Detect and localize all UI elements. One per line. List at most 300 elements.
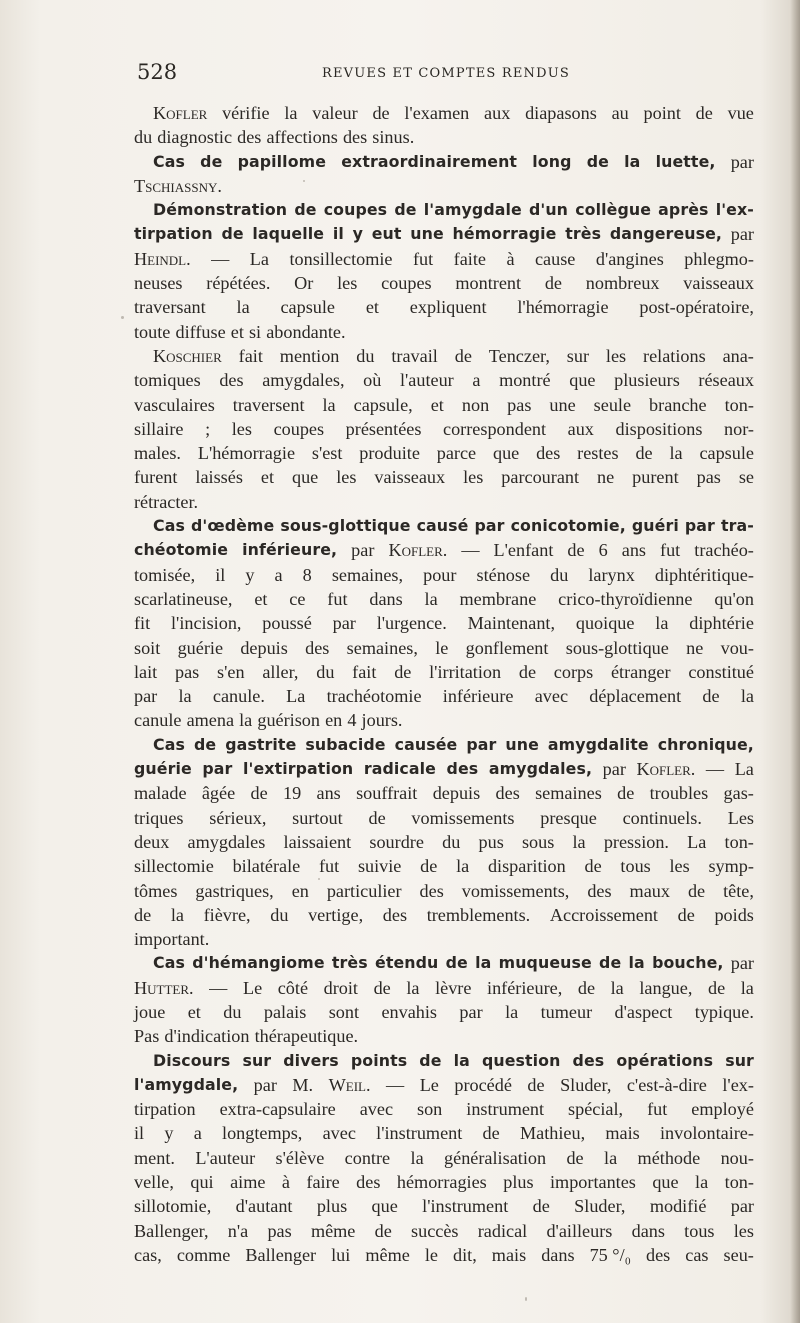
author-name-word: Tschiassny. — [134, 175, 222, 196]
word: de — [482, 1123, 500, 1144]
word: cause — [534, 248, 576, 269]
word: Or — [294, 273, 314, 294]
bold-heading-word: Cas — [153, 734, 185, 754]
bold-heading-word: tra- — [720, 516, 754, 536]
word: ton- — [724, 831, 754, 852]
word: Le — [242, 977, 263, 998]
word: nor- — [724, 418, 754, 439]
bold-heading-word: de — [599, 953, 622, 973]
word: joue — [134, 1001, 166, 1022]
word: de — [134, 904, 152, 925]
word: que — [652, 1172, 679, 1193]
word: la — [410, 1147, 424, 1168]
word: langue, — [639, 977, 693, 998]
text-line — [134, 344, 754, 368]
word: seule — [593, 394, 632, 415]
word: — — [211, 248, 230, 269]
word: ce — [289, 588, 306, 609]
word: depuis — [240, 637, 288, 658]
word: aux — [567, 418, 594, 439]
text-line — [134, 976, 754, 1000]
bold-heading-word: de — [394, 200, 417, 220]
word: fut — [660, 540, 681, 561]
word: d'autant — [235, 1196, 293, 1217]
word: sinus. — [372, 127, 415, 148]
word: des — [587, 880, 612, 901]
bold-heading-word: causé — [416, 516, 469, 536]
bold-heading-word: par — [684, 516, 715, 536]
word: pression. — [603, 831, 669, 852]
word: même — [310, 1220, 356, 1241]
bold-heading-word: une — [505, 734, 539, 754]
word: La — [734, 759, 754, 780]
bold-heading-word: gastrite — [225, 734, 297, 754]
word: vomissements, — [461, 880, 570, 901]
word: de — [577, 977, 596, 998]
word: phlegmo- — [684, 248, 754, 269]
text-line — [134, 295, 754, 319]
bold-heading-word: de — [419, 1050, 442, 1070]
word: membrane — [459, 588, 537, 609]
word: du — [442, 831, 461, 852]
text-line — [134, 465, 754, 489]
word: souffrait — [356, 783, 418, 804]
word: d'indication — [164, 1026, 250, 1047]
word: des — [219, 370, 244, 391]
word: de — [677, 904, 695, 925]
word: sont — [328, 1001, 360, 1022]
word: relations — [643, 345, 706, 366]
word: la — [695, 1172, 709, 1193]
word: pas — [507, 394, 532, 415]
text-line — [134, 222, 754, 246]
bold-heading-word: sur — [242, 1050, 272, 1070]
word: fut — [318, 856, 340, 877]
word: jours. — [361, 710, 403, 731]
bold-heading-word: points — [350, 1050, 408, 1070]
text-line — [134, 417, 754, 441]
word: par — [730, 953, 754, 974]
word: des — [646, 1244, 671, 1265]
word: la — [322, 394, 336, 415]
word: s'élève — [275, 1147, 325, 1168]
bold-heading-word: l'ex- — [715, 200, 754, 220]
word: avec — [534, 686, 569, 707]
word: droit — [323, 977, 358, 998]
text-line — [134, 198, 754, 222]
bold-heading-word: radicale — [363, 759, 436, 779]
word: ans — [621, 540, 646, 561]
word: de — [420, 856, 438, 877]
word: de — [454, 345, 472, 366]
word: rétracter. — [134, 491, 199, 512]
word: par — [730, 151, 754, 172]
word: toute — [134, 321, 171, 342]
bold-heading-word: long — [532, 151, 572, 171]
word: avec — [322, 1123, 356, 1144]
word: aller, — [262, 661, 299, 682]
bold-heading-word: de — [221, 224, 244, 244]
word: tonsillectomie — [289, 248, 393, 269]
word: fait — [238, 345, 263, 366]
word: fut — [327, 588, 348, 609]
word: des — [305, 637, 330, 658]
word: du — [270, 904, 289, 925]
word: nou- — [720, 1147, 754, 1168]
bold-heading-word: y — [352, 224, 363, 244]
word: soit — [134, 637, 161, 658]
word: et — [187, 1001, 201, 1022]
word: vaisseaux — [683, 273, 754, 294]
bold-heading-word: guéri — [631, 516, 679, 536]
word: les — [231, 418, 252, 439]
word: capsule — [280, 297, 336, 318]
word: sourdre — [369, 831, 424, 852]
word: tremblements. — [426, 904, 531, 925]
word: extra-capsulaire — [219, 1099, 336, 1120]
word: de — [250, 783, 268, 804]
bold-heading-word: bouche, — [652, 953, 724, 973]
word: modifié — [649, 1196, 707, 1217]
text-line — [134, 927, 754, 951]
word: par — [351, 540, 375, 561]
author-name-word: Heindl. — [134, 248, 191, 269]
word: parce — [436, 443, 477, 464]
bold-heading-word: sur — [725, 1050, 754, 1070]
bold-heading-word: amygdales, — [488, 759, 593, 779]
text-line — [134, 1024, 754, 1048]
word: diphtéritique- — [654, 564, 754, 585]
text-line — [134, 125, 754, 149]
word: depuis — [432, 783, 481, 804]
word: L'hémorragie — [197, 443, 296, 464]
word: fait — [352, 661, 377, 682]
word: de — [373, 977, 391, 998]
word: âgée — [201, 783, 236, 804]
bold-heading-word: la — [453, 1050, 470, 1070]
word: la — [239, 710, 253, 731]
word: trachéotomie — [326, 686, 422, 707]
word: abondante. — [266, 321, 346, 342]
word: même — [365, 1244, 410, 1265]
word: ton- — [724, 1172, 754, 1193]
word: a — [274, 564, 283, 585]
word: sillectomie — [134, 856, 214, 877]
word: par — [730, 224, 754, 245]
word: fut — [647, 1099, 668, 1120]
word: — — [461, 540, 480, 561]
word: que — [371, 1196, 398, 1217]
word: amygdales — [187, 831, 266, 852]
word: semaines — [535, 783, 602, 804]
bold-heading-word: il — [332, 224, 344, 244]
word: de — [617, 783, 635, 804]
word: correspondent — [443, 418, 547, 439]
bold-heading-word: de — [193, 734, 217, 754]
author-name-word: Weil. — [328, 1074, 371, 1095]
word: du — [316, 661, 335, 682]
word: contre — [344, 1147, 391, 1168]
word: sous-glottique — [565, 637, 669, 658]
bold-heading-word: la — [624, 151, 641, 171]
word: cas — [685, 1244, 709, 1265]
word: fièvre, — [203, 904, 251, 925]
word: presque — [540, 807, 597, 828]
word: traversant — [134, 297, 206, 318]
word: Le — [419, 1074, 439, 1095]
word: 19 — [282, 783, 302, 804]
word: ton- — [724, 394, 754, 415]
bold-heading-word: opérations — [616, 1050, 714, 1070]
text-line — [134, 1170, 754, 1194]
text-line — [134, 320, 754, 344]
word: aime — [230, 1172, 266, 1193]
word: de — [527, 1074, 545, 1095]
word: fut — [412, 248, 434, 269]
bold-heading-word: d'œdème — [190, 516, 275, 536]
word: post-opératoire, — [639, 297, 754, 318]
word: cas, — [134, 1244, 162, 1265]
text-line — [134, 101, 754, 125]
bold-heading-word: Cas — [153, 151, 185, 171]
bold-heading-word: par — [202, 759, 233, 779]
bold-heading-word: étendu — [375, 953, 439, 973]
word: des — [536, 443, 561, 464]
word: par — [730, 1196, 754, 1217]
word: l'urgence. — [376, 613, 447, 634]
word: de — [687, 880, 706, 901]
word: des — [495, 783, 520, 804]
word: la — [284, 103, 298, 123]
word: des — [356, 1172, 381, 1193]
word: gas- — [723, 783, 754, 804]
word: que — [569, 370, 596, 391]
word: dit, — [453, 1244, 477, 1265]
word: continuels. — [622, 807, 702, 828]
word: montré — [499, 370, 551, 391]
word: de — [695, 103, 713, 123]
word: le — [435, 637, 449, 658]
word: lait — [134, 661, 158, 682]
word: 6 — [598, 540, 608, 561]
word: présentées — [345, 418, 422, 439]
word: typique. — [694, 1001, 754, 1022]
word: valeur — [312, 103, 358, 123]
text-line — [134, 1121, 754, 1145]
word: déplacement — [589, 686, 682, 707]
word: trachéo- — [694, 540, 754, 561]
word: du — [134, 127, 153, 148]
word: plusieurs — [614, 370, 680, 391]
bold-heading-word: très — [565, 224, 602, 244]
paper-speck — [525, 1297, 527, 1301]
bold-heading-word: divers — [283, 1050, 339, 1070]
bold-heading-word: très — [331, 953, 368, 973]
word: 75 °/₀ — [589, 1244, 631, 1265]
word: vomissements — [411, 807, 515, 828]
text-line — [134, 1146, 754, 1170]
bold-heading-word: de — [445, 953, 468, 973]
word: des — [382, 904, 408, 925]
word: constitué — [688, 661, 754, 682]
bold-heading-word: l'amygdale — [423, 200, 522, 220]
word: à — [281, 1172, 290, 1193]
bold-heading-word: papillome — [237, 151, 327, 171]
bold-heading-word: tirpation — [134, 224, 213, 244]
word: et — [260, 467, 275, 488]
text-line — [134, 636, 754, 660]
word: d'aspect — [614, 1001, 673, 1022]
word: males. — [134, 443, 181, 464]
word: les — [669, 856, 690, 877]
bold-heading-word: eut — [371, 224, 402, 244]
word: L'enfant — [493, 540, 554, 561]
text-line — [134, 611, 754, 635]
text-line — [134, 1243, 754, 1267]
word: la — [178, 686, 192, 707]
text-line — [134, 684, 754, 708]
word: vaisseaux — [374, 467, 446, 488]
text-line — [134, 1219, 754, 1243]
bold-heading-word: hémorragie — [452, 224, 557, 244]
page-header — [137, 60, 755, 88]
word: sur — [566, 345, 590, 366]
word: c'est-à-dire — [626, 1074, 707, 1095]
word: tête, — [723, 880, 754, 901]
word: — — [705, 759, 725, 780]
word: vou- — [720, 637, 754, 658]
word: comme — [176, 1244, 231, 1265]
word: symp- — [708, 856, 754, 877]
word: sténose — [476, 564, 531, 585]
word: important. — [134, 929, 210, 950]
word: coupes — [273, 418, 325, 439]
word: neuses — [134, 273, 183, 294]
word: du — [223, 1001, 242, 1022]
word: velle, — [134, 1172, 174, 1193]
bold-heading-word: Discours — [153, 1050, 231, 1070]
text-line — [134, 903, 754, 927]
word: y — [245, 564, 255, 585]
text-line — [134, 441, 754, 465]
bold-heading-word: par — [474, 516, 505, 536]
author-name-word: Koschier — [153, 345, 222, 366]
word: du — [356, 345, 375, 366]
word: inférieure — [442, 686, 514, 707]
word: la — [655, 613, 669, 634]
word: La — [249, 248, 269, 269]
word: en — [291, 880, 309, 901]
word: tous — [620, 856, 651, 877]
word: la — [456, 856, 470, 877]
word: Maintenant, — [467, 613, 556, 634]
word: ment. — [134, 1147, 175, 1168]
text-line — [134, 368, 754, 392]
word: longtemps, — [222, 1123, 303, 1144]
bold-heading-word: de — [586, 151, 609, 171]
word: La — [286, 686, 306, 707]
word: les — [336, 467, 357, 488]
word: inférieure, — [487, 977, 563, 998]
word: procédé — [454, 1074, 512, 1095]
word: la — [505, 1001, 519, 1022]
word: sous — [521, 831, 555, 852]
word: plus — [503, 1172, 534, 1193]
word: malade — [134, 783, 187, 804]
word: de — [635, 443, 653, 464]
bold-heading-word: la — [475, 953, 492, 973]
word: dans — [541, 1244, 575, 1265]
bold-heading-word: muqueuse — [498, 953, 592, 973]
word: la — [236, 297, 250, 318]
word: amygdales, — [262, 370, 345, 391]
word: d'ailleurs — [546, 1220, 613, 1241]
word: se — [738, 467, 754, 488]
word: des — [342, 127, 368, 148]
article-body — [134, 101, 754, 1267]
word: en — [325, 710, 343, 731]
word: M. — [292, 1074, 314, 1095]
word: dans — [631, 1220, 665, 1241]
word: canule. — [212, 686, 265, 707]
word: de — [702, 686, 720, 707]
word: les — [733, 1220, 754, 1241]
bold-heading-word: conicotomie, — [510, 516, 626, 536]
word: une — [549, 394, 576, 415]
word: la — [424, 588, 438, 609]
word: tous — [684, 1220, 715, 1241]
word: mention — [279, 345, 340, 366]
author-name-word: Kofler. — [636, 759, 696, 780]
word: diapasons — [525, 103, 597, 123]
text-line — [134, 538, 754, 562]
word: qui — [190, 1172, 214, 1193]
word: pour — [423, 564, 457, 585]
word: l'incision, — [171, 613, 242, 634]
word: tômes — [134, 880, 178, 901]
word: son — [417, 1099, 443, 1120]
word: sillaire — [134, 418, 184, 439]
word: gastriques, — [195, 880, 274, 901]
word: restes — [577, 443, 619, 464]
word: non — [461, 394, 490, 415]
bold-heading-word: la — [628, 953, 645, 973]
word: de — [394, 661, 412, 682]
word: amena — [186, 710, 235, 731]
word: les — [337, 273, 358, 294]
author-name-word: Kofler. — [388, 540, 448, 561]
running-title: REVUES ET COMPTES RENDUS — [321, 66, 571, 81]
word: corps — [553, 661, 594, 682]
word: par — [253, 1074, 277, 1095]
word: a — [193, 1123, 202, 1144]
word: guérie — [177, 637, 224, 658]
bold-heading-word: Cas — [153, 953, 185, 973]
word: point — [643, 103, 681, 123]
word: s'en — [217, 661, 245, 682]
word: thérapeutique. — [254, 1026, 359, 1047]
word: l'examen — [404, 103, 470, 123]
word: travail — [391, 345, 438, 366]
word: Les — [727, 807, 754, 828]
word: quoique — [575, 613, 635, 634]
word: a — [472, 370, 481, 391]
word: et — [365, 297, 379, 318]
word: Pas — [134, 1026, 160, 1047]
word: l'hémorragie — [517, 297, 609, 318]
word: envahis — [381, 1001, 438, 1022]
bold-heading-word: Cas — [153, 516, 185, 536]
